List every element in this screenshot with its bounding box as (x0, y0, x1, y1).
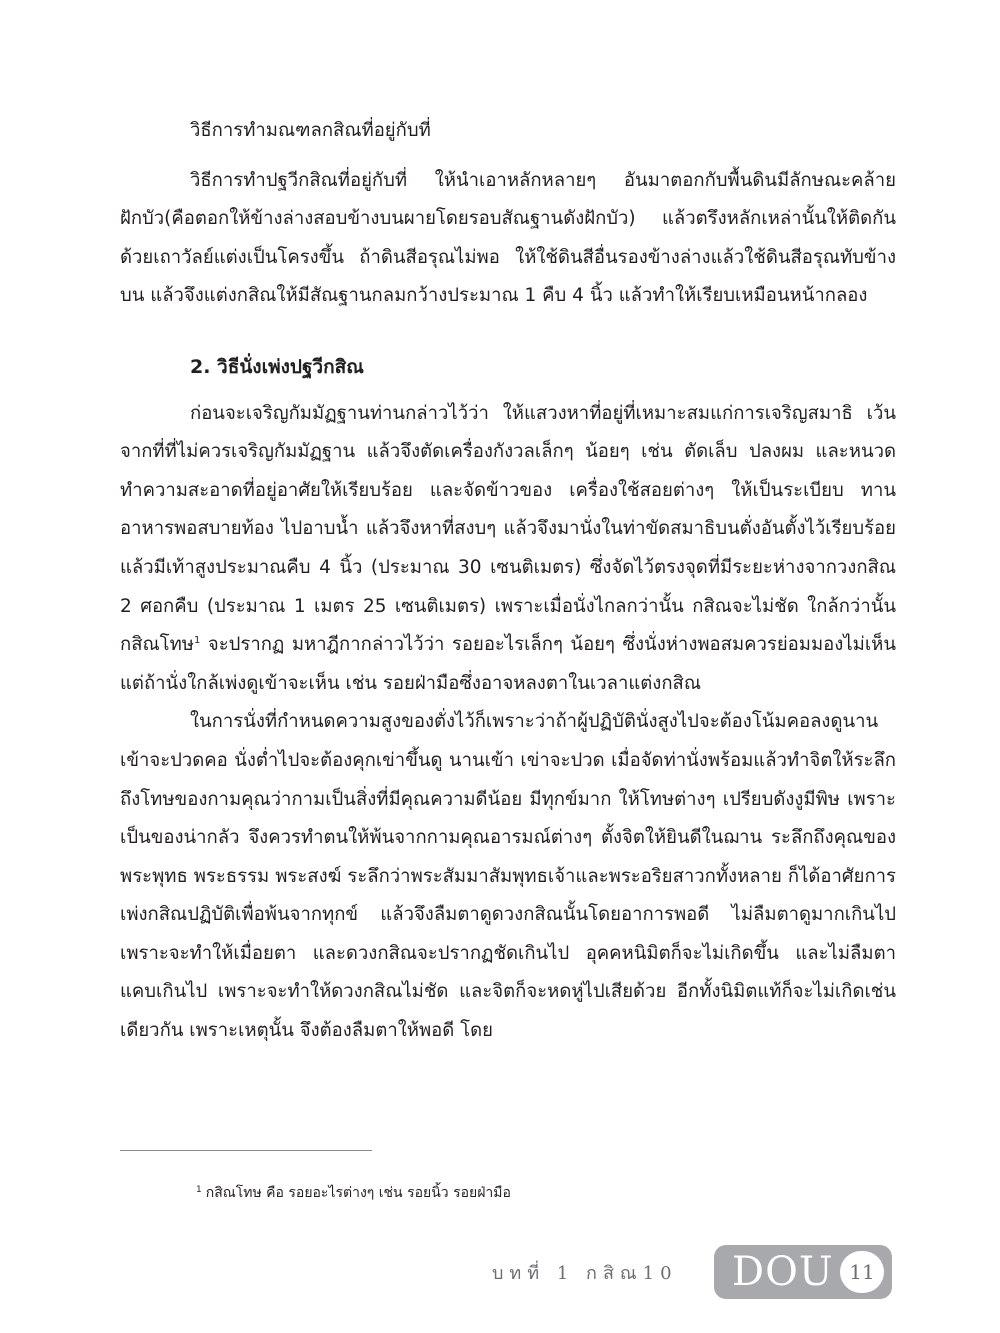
page-badge (714, 1245, 892, 1299)
footnote-mark: 1 (196, 1185, 202, 1195)
document-body (120, 112, 896, 1051)
paragraph-preparation (120, 395, 896, 704)
footnote-reference: 1 (193, 635, 201, 647)
footnote (196, 1183, 511, 1203)
paragraph-subtitle: วิธีการทำมณฑลกสิณที่อยู่กับที่ (190, 120, 431, 141)
section-heading: 2. วิธีนั่งเพ่งปฐวีกสิณ (190, 355, 364, 378)
paragraph-sitting: ในการนั่งที่กำหนดความสูงของตั่งไว้ก็เพราะว่าถ้าผู้ปฏิบัตินั่งสูงไปจะต้องโน้มคอลงดูนานเข้าจะปวดคอ นั่งต่ำไปจะต้องคุกเข่าขึ้นดู นานเข้า เข่าจะปวด เมื่อจัดท่านั่งพร้อมแล้วทำจิตให้ระลึกถึงโทษของกามคุณว่ากามเป็นสิ่งที่มีคุณความดีน้อย มีทุกข์มาก ให้โทษต่างๆ เปรียบดังงูมีพิษ เพราะเป็นของน่ากลัว จึงควรทำตนให้พ้นจากกามคุณอารมณ์ต่างๆ ตั้งจิตให้ยินดีในฌาน ระลึกถึงคุณของพระพุทธ พระธรรม พระสงฆ์ ระลึกว่าพระสัมมาสัมพุทธเจ้าและพระอริยสาวกทั้งหลาย ก็ได้อาศัยการเพ่งกสิณปฏิบัติเพื่อพ้นจากทุกข์ แล้วจึงลืมตาดูดวงกสิณนั้นโดยอาการพอดี ไม่ลืมตาดูมากเกินไป เพราะจะทำให้เมื่อยตา และดวงกสิณจะปรากฏชัดเกินไป อุคคหนิมิตก็จะไม่เกิดขึ้น และไม่ลืมตาแคบเกินไป เพราะจะทำให้ดวงกสิณไม่ชัด และจิตก็จะหดหู่ไปเสียด้วย อีกทั้งนิมิตแท้ก็จะไม่เกิดเช่นเดียวกัน เพราะเหตุนั้น จึงต้องลืมตาให้พอดี โดย (120, 711, 896, 1042)
footnote-divider (120, 1150, 372, 1151)
paragraph-method: วิธีการทำปฐวีกสิณที่อยู่กับที่ ให้นำเอาหลักหลายๆ อันมาตอกกับพื้นดินมีลักษณะคล้ายฝักบัว(คือตอกให้ข้างล่างสอบข้างบนผายโดยรอบสัณฐานดังฝักบัว) แล้วตรึงหลักเหล่านั้นให้ติดกันด้วยเถาวัลย์แต่งเป็นโครงขึ้น ถ้าดินสีอรุณไม่พอ ให้ใช้ดินสีอื่นรองข้างล่างแล้วใช้ดินสีอรุณทับข้างบน แล้วจึงแต่งกสิณให้มีสัณฐานกลมกว้างประมาณ 1 คืบ 4 นิ้ว แล้วทำให้เรียบเหมือนหน้ากลอง (120, 169, 896, 307)
paragraph-preparation-part1: ก่อนจะเจริญกัมมัฏฐานท่านกล่าวไว้ว่า ให้แสวงหาที่อยู่ที่เหมาะสมแก่การเจริญสมาธิ เว้นจากที่ที่ไม่ควรเจริญกัมมัฏฐาน แล้วจึงตัดเครื่องกังวลเล็กๆ น้อยๆ เช่น ตัดเล็บ ปลงผม และหนวด ทำความสะอาดที่อยู่อาศัยให้เรียบร้อย และจัดข้าวของ เครื่องใช้สอยต่างๆ ให้เป็นระเบียบ ทานอาหารพอสบายท้อง ไปอาบน้ำ แล้วจึงหาที่สงบๆ แล้วจึงมานั่งในท่าขัดสมาธิบนตั่งอันตั้งไว้เรียบร้อยแล้วมีเท้าสูงประมาณคืบ 4 นิ้ว (ประมาณ 30 เซนติเมตร) ซึ่งจัดไว้ตรงจุดที่มีระยะห่างจากวงกสิณ 2 ศอกคืบ (ประมาณ 1 เมตร 25 เซนติเมตร) เพราะเมื่อนั่งไกลกว่านั้น กสิณจะไม่ชัด ใกล้กว่านั้น กสิณโทษ (120, 402, 896, 656)
footnote-text: กสิณโทษ คือ รอยอะไรต่างๆ เช่น รอยนิ้ว รอยฝ่ามือ (205, 1185, 511, 1201)
paragraph-preparation-part2: จะปรากฏ มหาฎีกากล่าวไว้ว่า รอยอะไรเล็กๆ น้อยๆ ซึ่งนั่งห่างพอสมควรย่อมมองไม่เห็น แต่ถ้านั่งใกล้เพ่งดูเข้าจะเห็น เช่น รอยฝ่ามือซึ่งอาจหลงตาในเวลาแต่งกสิณ (120, 634, 896, 694)
chapter-label: บทที่ 1 กสิณ10 (492, 1263, 678, 1284)
dou-logo: DOU (732, 1249, 834, 1295)
page-number: 11 (840, 1251, 884, 1293)
